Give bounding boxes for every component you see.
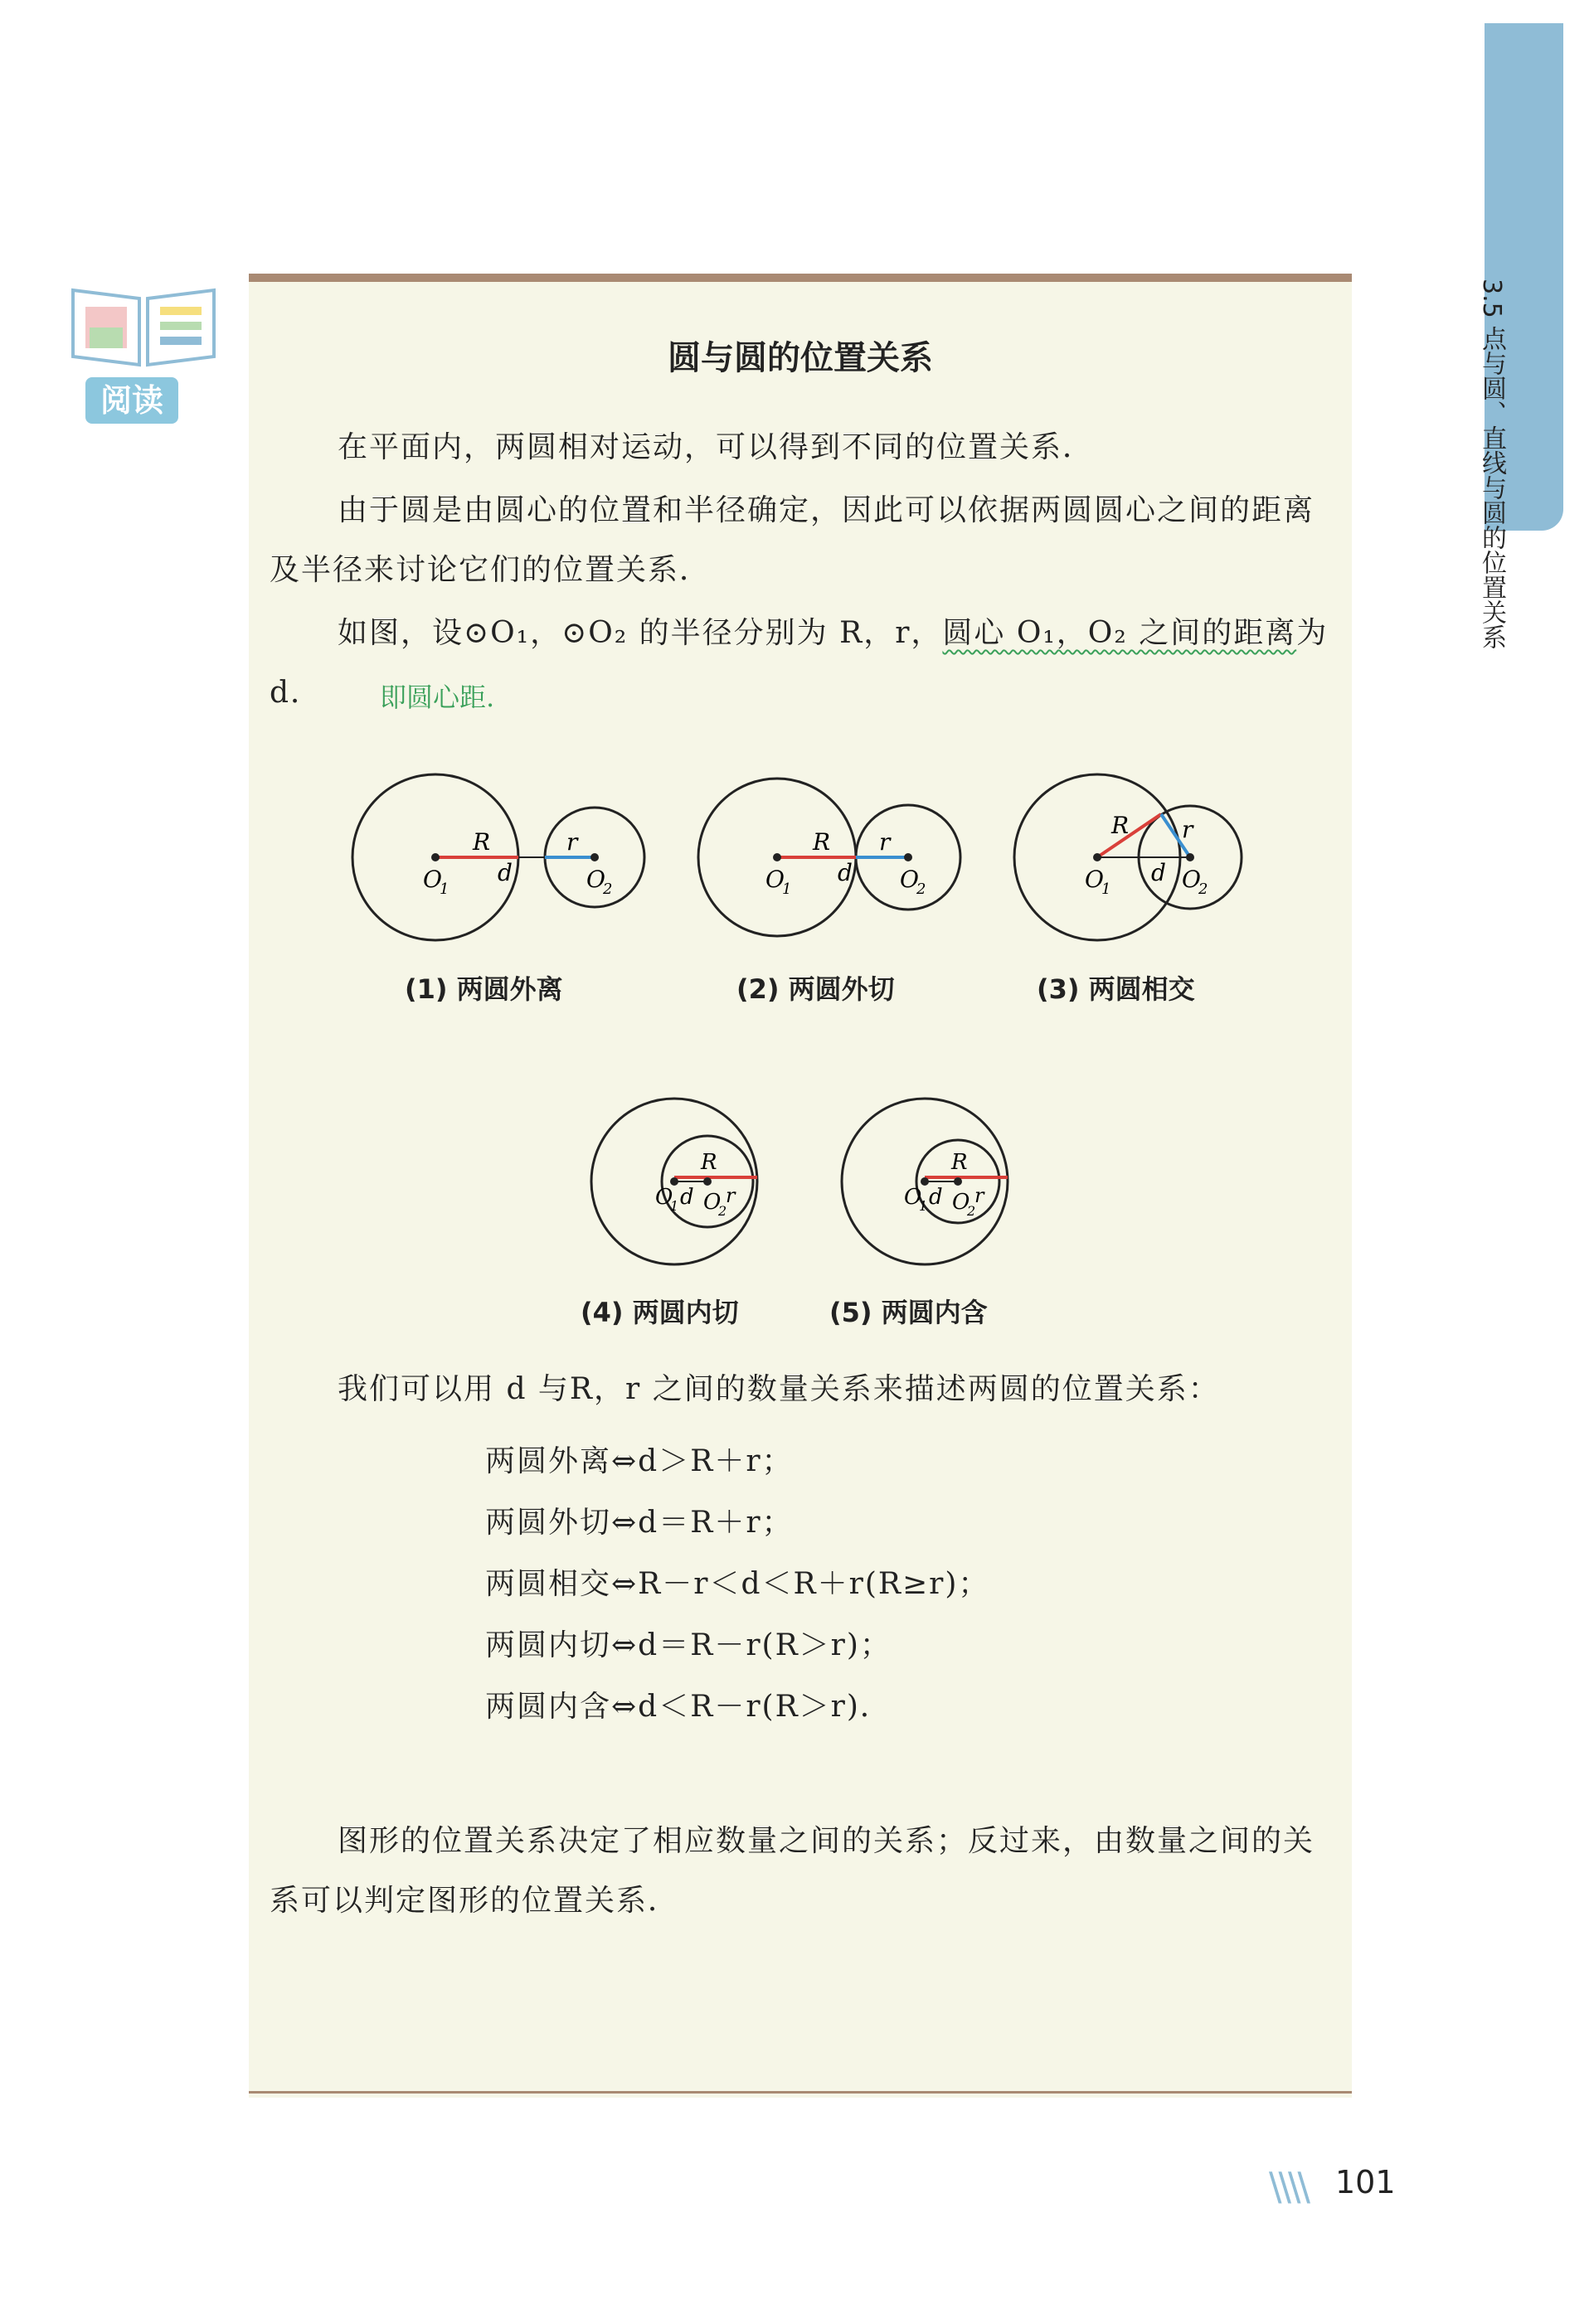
svg-text:2: 2 — [603, 881, 613, 898]
fig2-O2-label: O — [900, 866, 919, 893]
fig2-r-label: r — [879, 828, 891, 856]
paragraph-1: 在平面内，两圆相对运动，可以得到不同的位置关系． — [338, 430, 1095, 464]
fig1-O2-label: O — [586, 866, 605, 893]
fig5-O2-label: O — [952, 1190, 970, 1215]
fig5-r-label: r — [974, 1184, 984, 1207]
reading-badge: 阅读 — [85, 377, 178, 424]
svg-text:2: 2 — [916, 881, 926, 898]
fig3-r-label: r — [1182, 816, 1193, 843]
fig3-O2-label: O — [1182, 866, 1201, 893]
paragraph-3-start: 如图，设⊙O₁，⊙O₂ 的半径分别为 R，r， — [338, 616, 943, 650]
caption-5: (5) 两圆内含 — [829, 1297, 988, 1328]
paragraph-3-end: 为 d． — [270, 616, 1329, 710]
center-distance-underline: 圆心 O₁，O₂ 之间的距离 — [942, 616, 1297, 650]
caption-4: (4) 两圆内切 — [581, 1297, 739, 1328]
fig2-R-label: R — [813, 828, 831, 856]
svg-text:1: 1 — [782, 881, 792, 898]
svg-text:2: 2 — [1198, 881, 1208, 898]
fig5-R-label: R — [951, 1150, 968, 1175]
fig4-O2-label: O — [703, 1190, 722, 1215]
fig1-r-label: r — [566, 828, 578, 856]
formula-2: 两圆外切⇔d＝R＋r； — [485, 1506, 794, 1540]
svg-text:2: 2 — [967, 1203, 976, 1219]
center-distance-note: 即圆心距. — [380, 682, 495, 713]
fig4-d-label: d — [680, 1185, 694, 1210]
formula-3: 两圆相交⇔R－r＜d＜R＋r(R≥r)； — [485, 1567, 990, 1601]
page-number: 101 — [1335, 2164, 1396, 2200]
formula-4: 两圆内切⇔d＝R－r(R＞r)； — [485, 1628, 892, 1662]
fig1-d-label: d — [498, 859, 513, 886]
caption-1: (1) 两圆外离 — [405, 973, 563, 1005]
chapter-label: 3.5 点与圆、直线与圆的位置关系 — [1477, 279, 1506, 650]
caption-2: (2) 两圆外切 — [736, 973, 895, 1005]
svg-text:2: 2 — [718, 1203, 727, 1219]
page-decoration: \\\\ — [1269, 2164, 1307, 2209]
fig5-d-label: d — [929, 1185, 943, 1210]
intro-text: 我们可以用 d 与R，r 之间的数量关系来描述两圆的位置关系： — [338, 1372, 1220, 1406]
fig3-R-segment — [1097, 814, 1161, 857]
paragraph-2: 由于圆是由圆心的位置和半径确定，因此可以依据两圆圆心之间的距离及半径来讨论它们的位置关系． — [270, 493, 1315, 587]
svg-text:1: 1 — [670, 1198, 679, 1214]
fig4-r-label: r — [726, 1184, 736, 1207]
fig4-R-label: R — [701, 1150, 717, 1175]
section-title: 圆与圆的位置关系 — [668, 339, 933, 377]
fig1-O1-label: O — [423, 866, 442, 893]
fig3-d-label: d — [1151, 859, 1166, 886]
fig5-O1-label: O — [904, 1185, 922, 1210]
fig2-O1-label: O — [765, 866, 785, 893]
fig1-R-label: R — [473, 828, 491, 856]
formula-5: 两圆内含⇔d＜R－r(R＞r)． — [485, 1690, 892, 1724]
fig4-O1-label: O — [655, 1185, 673, 1210]
caption-3: (3) 两圆相交 — [1037, 973, 1195, 1005]
fig2-d-label: d — [838, 859, 853, 886]
formula-1: 两圆外离⇔d＞R＋r； — [485, 1444, 794, 1478]
svg-text:1: 1 — [1101, 881, 1111, 898]
fig3-O1-label: O — [1085, 866, 1104, 893]
fig3-R-label: R — [1111, 812, 1130, 839]
svg-text:1: 1 — [440, 881, 450, 898]
svg-text:1: 1 — [919, 1198, 928, 1214]
conclusion-text: 图形的位置关系决定了相应数量之间的关系；反过来，由数量之间的关系可以判定图形的位置关系． — [270, 1824, 1315, 1918]
